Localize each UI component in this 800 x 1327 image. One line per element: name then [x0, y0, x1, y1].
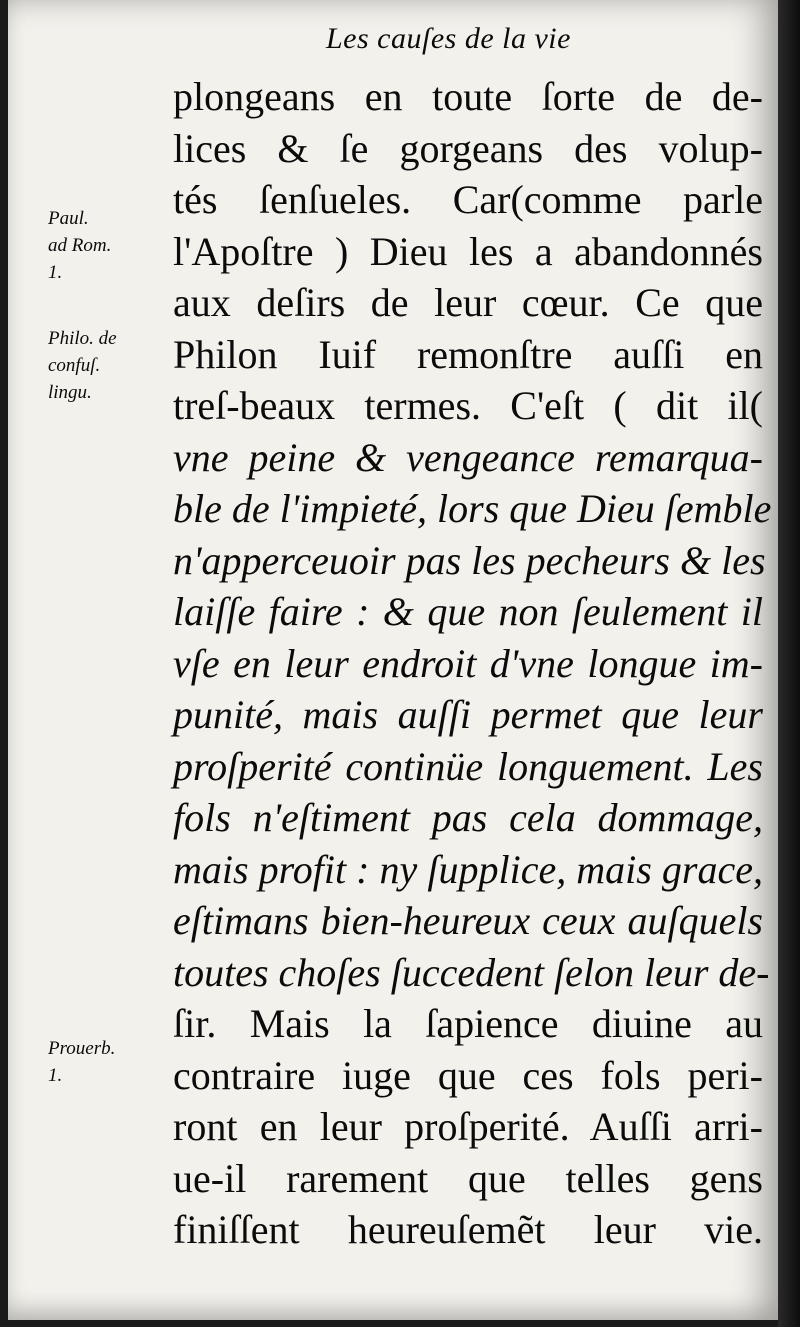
- text-line: [173, 1205, 763, 1255]
- text-line-content: ront en leur proſperité. Auſſi arri-: [173, 1104, 763, 1149]
- text-line: [173, 793, 763, 843]
- text-line: [173, 587, 763, 637]
- running-head: Les cauſes de la vie: [326, 22, 571, 55]
- text-line: [173, 484, 772, 534]
- text-line-content: ble de l'impieté, lors que Dieu ſemble: [173, 486, 772, 531]
- text-line-content: laiſſe faire : & que non ſeulement il: [173, 589, 763, 634]
- text-line-content: vſe en leur endroit d'vne longue im-: [173, 640, 763, 686]
- text-line: [173, 124, 763, 174]
- text-line: [173, 227, 763, 277]
- text-line: [173, 536, 766, 586]
- text-line: [173, 72, 763, 122]
- text-line: [173, 1102, 763, 1152]
- text-line: [173, 999, 763, 1049]
- text-line-content: tés ſenſueles. Car(comme parle: [173, 177, 763, 222]
- book-gutter: [778, 0, 800, 1327]
- text-line: [173, 1051, 763, 1101]
- margin-note-romans: Paul. ad Rom. 1.: [48, 208, 112, 283]
- text-line-content: lices & ſe gorgeans des volup-: [173, 125, 763, 171]
- text-line-content: finiſſent heureuſemẽt leur vie.: [173, 1207, 763, 1252]
- text-line-content: mais profit : ny ſupplice, mais grace,: [173, 846, 763, 892]
- text-line: [173, 433, 763, 483]
- text-line-content: Philon Iuif remonſtre auſſi en: [173, 331, 763, 377]
- text-line-content: n'apperceuoir pas les pecheurs & les: [173, 537, 766, 583]
- text-line-content: plongeans en toute ſorte de de-: [173, 74, 763, 119]
- text-line-content: proſperité continüe longuement. Les: [173, 743, 763, 789]
- text-line: [173, 278, 763, 328]
- text-line-content: contraire iuge que ces fols peri-: [173, 1052, 763, 1098]
- text-line: [173, 845, 763, 895]
- text-line-content: treſ-beaux termes. C'eſt ( dit il(: [173, 383, 763, 428]
- text-line-content: punité, mais auſſi permet que leur: [173, 692, 763, 737]
- margin-note-philo: Philo. de confuſ. lingu.: [48, 328, 117, 403]
- text-line-content: toutes choſes ſuccedent ſelon leur de-: [173, 949, 770, 995]
- text-line-content: aux deſirs de leur cœur. Ce que: [173, 280, 763, 325]
- text-line: [173, 896, 763, 946]
- text-line-content: ue-il rarement que telles gens: [173, 1155, 763, 1201]
- text-line: [173, 948, 770, 998]
- text-line: [173, 381, 763, 431]
- text-line-content: ſir. Mais la ſapience diuine au: [173, 1001, 763, 1046]
- text-line: [173, 742, 763, 792]
- text-line-content: eſtimans bien-heureux ceux auſquels: [173, 898, 763, 943]
- text-line-content: fols n'eſtiment pas cela dommage,: [173, 795, 763, 840]
- book-page: [8, 0, 778, 1320]
- text-line: [173, 175, 763, 225]
- margin-note-proverbs: Prouerb. 1.: [48, 1038, 116, 1086]
- text-line: [173, 1154, 763, 1204]
- text-line: [173, 639, 763, 689]
- text-line: [173, 330, 763, 380]
- text-line-content: l'Apoſtre ) Dieu les a abandonnés: [173, 228, 763, 274]
- text-line-content: vne peine & vengeance remarqua-: [173, 434, 763, 480]
- text-line: [173, 690, 763, 740]
